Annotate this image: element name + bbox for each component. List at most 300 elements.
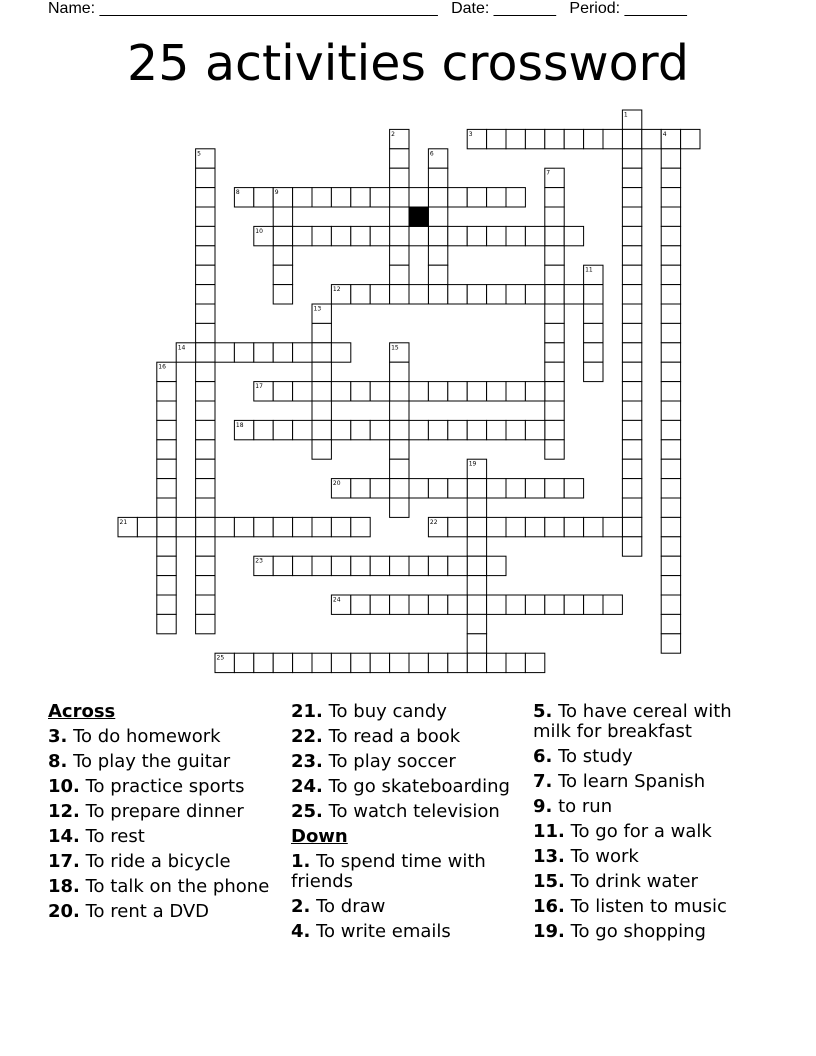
grid-cell[interactable] (506, 595, 525, 614)
grid-cell[interactable] (622, 343, 641, 362)
grid-cell[interactable] (273, 285, 292, 304)
grid-cell[interactable] (157, 498, 176, 517)
grid-cell[interactable] (331, 653, 350, 672)
grid-cell[interactable] (584, 343, 603, 362)
clue-number: 4. (291, 921, 311, 942)
grid-cell[interactable] (273, 517, 292, 536)
grid-cell[interactable] (390, 149, 409, 168)
grid-cell[interactable] (525, 517, 544, 536)
clue-text: to run (558, 796, 613, 817)
grid-cell[interactable] (390, 556, 409, 575)
grid-cell[interactable] (467, 226, 486, 245)
grid-cell[interactable] (196, 614, 215, 633)
grid-cell[interactable] (487, 595, 506, 614)
grid-cell[interactable] (196, 576, 215, 595)
grid-cell[interactable] (584, 517, 603, 536)
grid-cell[interactable] (370, 420, 389, 439)
name-label: Name: (48, 0, 96, 17)
grid-cell[interactable] (506, 226, 525, 245)
grid-cell[interactable] (506, 285, 525, 304)
grid-cell[interactable] (137, 517, 156, 536)
grid-cell[interactable] (331, 420, 350, 439)
grid-cell[interactable] (390, 382, 409, 401)
grid-cell[interactable] (622, 188, 641, 207)
grid-cell[interactable] (157, 420, 176, 439)
grid-cell[interactable] (293, 188, 312, 207)
grid-cell[interactable] (409, 420, 428, 439)
grid-cell[interactable] (448, 226, 467, 245)
grid-cell[interactable] (157, 614, 176, 633)
grid-cell[interactable] (409, 556, 428, 575)
grid-cell[interactable] (448, 653, 467, 672)
grid-cell[interactable] (409, 653, 428, 672)
grid-cell[interactable] (545, 323, 564, 342)
grid-cell[interactable] (622, 382, 641, 401)
grid-cell[interactable] (428, 382, 447, 401)
grid-cell[interactable] (661, 265, 680, 284)
grid-cell[interactable] (545, 362, 564, 381)
grid-cell[interactable] (467, 498, 486, 517)
grid-cell[interactable] (525, 382, 544, 401)
grid-cell[interactable] (506, 479, 525, 498)
grid-cell[interactable] (157, 537, 176, 556)
grid-cell[interactable] (293, 343, 312, 362)
grid-cell[interactable] (622, 479, 641, 498)
grid-cell[interactable] (448, 517, 467, 536)
grid-cell[interactable] (506, 129, 525, 148)
grid-cell[interactable] (390, 226, 409, 245)
grid-cell[interactable] (564, 479, 583, 498)
grid-cell[interactable] (312, 420, 331, 439)
grid-cell[interactable] (428, 595, 447, 614)
grid-cell[interactable] (409, 285, 428, 304)
grid-cell[interactable] (196, 304, 215, 323)
grid-cell[interactable] (409, 226, 428, 245)
grid-cell[interactable] (312, 362, 331, 381)
grid-cell[interactable] (157, 459, 176, 478)
grid-cell[interactable] (564, 517, 583, 536)
grid-cell[interactable] (584, 323, 603, 342)
grid-cell[interactable] (196, 420, 215, 439)
grid-cell[interactable] (390, 168, 409, 187)
grid-cell[interactable] (448, 188, 467, 207)
grid-cell[interactable] (273, 343, 292, 362)
grid-cell[interactable] (622, 323, 641, 342)
grid-cell[interactable] (545, 343, 564, 362)
grid-cell[interactable] (351, 382, 370, 401)
grid-cell[interactable] (545, 420, 564, 439)
grid-cell[interactable] (467, 576, 486, 595)
grid-cell[interactable] (448, 382, 467, 401)
grid-cell[interactable] (196, 440, 215, 459)
grid-cell[interactable] (584, 285, 603, 304)
grid-cell[interactable] (661, 517, 680, 536)
grid-cell[interactable] (661, 207, 680, 226)
grid-cell[interactable] (390, 479, 409, 498)
clue-number: 6. (533, 746, 553, 767)
grid-cell[interactable] (428, 265, 447, 284)
grid-cell[interactable] (467, 479, 486, 498)
grid-cell[interactable] (312, 556, 331, 575)
grid-cell[interactable] (331, 382, 350, 401)
grid-cell[interactable] (467, 614, 486, 633)
grid-cell[interactable] (196, 459, 215, 478)
grid-cell[interactable] (390, 401, 409, 420)
grid-cell[interactable] (661, 595, 680, 614)
grid-cell[interactable] (448, 556, 467, 575)
grid-cell[interactable] (661, 343, 680, 362)
grid-cell[interactable] (622, 285, 641, 304)
grid-cell[interactable] (176, 517, 195, 536)
grid-cell[interactable] (545, 401, 564, 420)
grid-cell[interactable] (661, 498, 680, 517)
grid-cell[interactable] (448, 285, 467, 304)
grid-cell[interactable] (487, 285, 506, 304)
grid-cell[interactable] (351, 595, 370, 614)
grid-cell[interactable] (545, 382, 564, 401)
grid-cell[interactable] (467, 517, 486, 536)
grid-cell[interactable] (545, 285, 564, 304)
grid-cell[interactable] (467, 382, 486, 401)
grid-cell[interactable] (428, 479, 447, 498)
grid-cell[interactable] (254, 343, 273, 362)
grid-cell[interactable] (331, 517, 350, 536)
grid-cell[interactable] (196, 362, 215, 381)
grid-cell[interactable] (293, 226, 312, 245)
grid-cell[interactable] (196, 168, 215, 187)
grid-cell[interactable] (564, 129, 583, 148)
grid-cell[interactable] (661, 285, 680, 304)
grid-cell[interactable] (487, 479, 506, 498)
grid-cell[interactable] (428, 556, 447, 575)
grid-cell[interactable] (390, 420, 409, 439)
grid-cell[interactable] (312, 343, 331, 362)
grid-cell[interactable] (661, 188, 680, 207)
grid-cell[interactable] (487, 226, 506, 245)
grid-cell[interactable] (603, 595, 622, 614)
grid-cell[interactable] (196, 382, 215, 401)
grid-cell[interactable] (525, 653, 544, 672)
grid-cell[interactable] (351, 420, 370, 439)
grid-cell[interactable] (312, 323, 331, 342)
grid-cell[interactable] (390, 246, 409, 265)
grid-cell[interactable] (390, 362, 409, 381)
grid-cell[interactable] (622, 207, 641, 226)
grid-cell[interactable] (661, 323, 680, 342)
grid-cell[interactable] (487, 653, 506, 672)
grid-cell[interactable] (661, 537, 680, 556)
grid-cell[interactable] (428, 246, 447, 265)
grid-cell[interactable] (545, 226, 564, 245)
grid-cell[interactable] (622, 401, 641, 420)
grid-cell[interactable] (525, 129, 544, 148)
grid-cell[interactable] (331, 188, 350, 207)
page-title: 25 activities crossword (127, 35, 689, 92)
grid-cell[interactable] (661, 382, 680, 401)
grid-cell[interactable] (331, 343, 350, 362)
grid-cell[interactable] (409, 188, 428, 207)
grid-cell[interactable] (525, 595, 544, 614)
grid-cell[interactable] (428, 168, 447, 187)
grid-cell[interactable] (273, 207, 292, 226)
grid-cell[interactable] (273, 226, 292, 245)
grid-cell[interactable] (157, 401, 176, 420)
grid-cell[interactable] (351, 479, 370, 498)
grid-cell[interactable] (622, 440, 641, 459)
grid-cell[interactable] (196, 323, 215, 342)
grid-cell[interactable] (487, 556, 506, 575)
grid-cell[interactable] (196, 188, 215, 207)
grid-cell[interactable] (196, 595, 215, 614)
grid-cell[interactable] (254, 653, 273, 672)
down-clue (533, 747, 763, 767)
grid-cell[interactable] (351, 556, 370, 575)
grid-cell[interactable] (351, 285, 370, 304)
grid-cell[interactable] (467, 653, 486, 672)
grid-cell[interactable] (428, 188, 447, 207)
grid-cell[interactable] (545, 595, 564, 614)
grid-cell[interactable] (157, 517, 176, 536)
grid-cell[interactable] (390, 595, 409, 614)
grid-cell[interactable] (196, 343, 215, 362)
grid-cell[interactable] (390, 498, 409, 517)
grid-cell[interactable] (254, 420, 273, 439)
grid-cell[interactable] (273, 382, 292, 401)
grid-cell[interactable] (157, 440, 176, 459)
grid-cell[interactable] (234, 653, 253, 672)
grid-cell[interactable] (196, 226, 215, 245)
grid-cell[interactable] (370, 556, 389, 575)
grid-cell[interactable] (428, 653, 447, 672)
grid-cell[interactable] (467, 595, 486, 614)
grid-cell[interactable] (622, 420, 641, 439)
grid-cell[interactable] (215, 343, 234, 362)
grid-cell[interactable] (196, 479, 215, 498)
grid-cell[interactable] (312, 401, 331, 420)
grid-cell[interactable] (293, 517, 312, 536)
grid-cell[interactable] (273, 556, 292, 575)
grid-cell[interactable] (622, 129, 641, 148)
grid-cell[interactable] (584, 129, 603, 148)
grid-cell[interactable] (196, 285, 215, 304)
grid-cell[interactable] (661, 149, 680, 168)
grid-cell[interactable] (661, 246, 680, 265)
grid-cell[interactable] (196, 498, 215, 517)
grid-cell[interactable] (196, 401, 215, 420)
grid-cell[interactable] (409, 479, 428, 498)
grid-cell[interactable] (661, 362, 680, 381)
grid-cell[interactable] (312, 226, 331, 245)
grid-cell[interactable] (293, 556, 312, 575)
grid-cell[interactable] (331, 556, 350, 575)
grid-cell[interactable] (467, 556, 486, 575)
grid-cell[interactable] (157, 595, 176, 614)
grid-cell[interactable] (196, 517, 215, 536)
grid-cell[interactable] (487, 517, 506, 536)
grid-cell[interactable] (622, 498, 641, 517)
grid-cell[interactable] (545, 265, 564, 284)
grid-cell[interactable] (215, 517, 234, 536)
grid-cell[interactable] (390, 459, 409, 478)
grid-cell[interactable] (506, 420, 525, 439)
grid-cell[interactable] (661, 634, 680, 653)
grid-cell[interactable] (622, 459, 641, 478)
grid-cell[interactable] (312, 382, 331, 401)
period-blank[interactable]: _______ (624, 0, 687, 17)
grid-cell[interactable] (661, 440, 680, 459)
grid-cell[interactable] (370, 653, 389, 672)
grid-cell[interactable] (293, 653, 312, 672)
grid-cell[interactable] (351, 517, 370, 536)
down-clue (533, 702, 763, 742)
grid-cell[interactable] (642, 129, 661, 148)
grid-cell[interactable] (254, 188, 273, 207)
grid-cell[interactable] (273, 265, 292, 284)
grid-cell[interactable] (467, 420, 486, 439)
grid-cell[interactable] (661, 614, 680, 633)
grid-cell[interactable] (661, 304, 680, 323)
grid-cell[interactable] (545, 129, 564, 148)
grid-cell[interactable] (157, 576, 176, 595)
cell-number: 6 (429, 150, 434, 158)
grid-cell[interactable] (545, 246, 564, 265)
grid-cell[interactable] (506, 188, 525, 207)
grid-cell[interactable] (196, 556, 215, 575)
grid-cell[interactable] (448, 479, 467, 498)
grid-cell[interactable] (622, 246, 641, 265)
grid-cell[interactable] (506, 653, 525, 672)
grid-cell[interactable] (622, 362, 641, 381)
grid-cell[interactable] (525, 479, 544, 498)
grid-cell[interactable] (234, 517, 253, 536)
grid-cell[interactable] (622, 149, 641, 168)
grid-cell[interactable] (661, 401, 680, 420)
grid-cell[interactable] (293, 420, 312, 439)
grid-cell[interactable] (622, 168, 641, 187)
grid-cell[interactable] (409, 595, 428, 614)
grid-cell[interactable] (603, 129, 622, 148)
grid-cell[interactable] (390, 285, 409, 304)
grid-cell[interactable] (448, 595, 467, 614)
grid-cell[interactable] (506, 382, 525, 401)
grid-cell[interactable] (584, 595, 603, 614)
grid-cell[interactable] (622, 265, 641, 284)
grid-cell[interactable] (661, 556, 680, 575)
grid-cell[interactable] (545, 207, 564, 226)
grid-cell[interactable] (234, 343, 253, 362)
grid-cell[interactable] (622, 304, 641, 323)
grid-cell[interactable] (487, 382, 506, 401)
grid-cell[interactable] (622, 226, 641, 245)
grid-cell[interactable] (312, 440, 331, 459)
grid-cell[interactable] (467, 634, 486, 653)
grid-cell[interactable] (564, 285, 583, 304)
grid-cell[interactable] (545, 440, 564, 459)
grid-cell[interactable] (584, 362, 603, 381)
grid-cell[interactable] (564, 226, 583, 245)
grid-cell[interactable] (273, 246, 292, 265)
grid-cell[interactable] (428, 285, 447, 304)
grid-cell[interactable] (525, 226, 544, 245)
grid-cell[interactable] (370, 595, 389, 614)
grid-cell[interactable] (545, 188, 564, 207)
grid-cell[interactable] (661, 479, 680, 498)
grid-cell[interactable] (390, 207, 409, 226)
grid-cell[interactable] (196, 207, 215, 226)
grid-cell[interactable] (273, 420, 292, 439)
grid-cell[interactable] (157, 556, 176, 575)
grid-cell[interactable] (681, 129, 700, 148)
grid-cell[interactable] (584, 304, 603, 323)
grid-cell[interactable] (390, 440, 409, 459)
grid-cell[interactable] (273, 653, 292, 672)
grid-cell[interactable] (409, 382, 428, 401)
grid-cell[interactable] (525, 285, 544, 304)
grid-cell[interactable] (428, 420, 447, 439)
grid-cell[interactable] (545, 479, 564, 498)
grid-cell[interactable] (525, 420, 544, 439)
grid-cell[interactable] (293, 382, 312, 401)
grid-cell[interactable] (661, 459, 680, 478)
grid-cell[interactable] (545, 304, 564, 323)
grid-cell[interactable] (351, 188, 370, 207)
name-blank[interactable]: ______________________________________ (99, 0, 438, 17)
grid-cell[interactable] (331, 226, 350, 245)
grid-cell[interactable] (390, 653, 409, 672)
grid-cell[interactable] (254, 517, 273, 536)
grid-cell[interactable] (312, 517, 331, 536)
grid-cell[interactable] (351, 653, 370, 672)
grid-cell[interactable] (312, 188, 331, 207)
grid-cell[interactable] (428, 226, 447, 245)
grid-cell[interactable] (390, 265, 409, 284)
date-blank[interactable]: _______ (493, 0, 557, 17)
grid-cell[interactable] (467, 188, 486, 207)
grid-cell[interactable] (448, 420, 467, 439)
grid-cell[interactable] (157, 479, 176, 498)
grid-cell[interactable] (351, 226, 370, 245)
grid-cell[interactable] (622, 517, 641, 536)
grid-cell[interactable] (487, 129, 506, 148)
grid-cell[interactable] (370, 479, 389, 498)
grid-cell[interactable] (467, 537, 486, 556)
grid-cell[interactable] (506, 517, 525, 536)
grid-cell[interactable] (196, 246, 215, 265)
grid-cell[interactable] (487, 420, 506, 439)
grid-cell[interactable] (428, 207, 447, 226)
grid-cell[interactable] (196, 537, 215, 556)
grid-cell[interactable] (564, 595, 583, 614)
grid-cell[interactable] (370, 226, 389, 245)
grid-cell[interactable] (661, 168, 680, 187)
grid-cell[interactable] (370, 188, 389, 207)
grid-cell[interactable] (370, 382, 389, 401)
clue-text: To listen to music (570, 896, 727, 917)
grid-cell[interactable] (196, 265, 215, 284)
grid-cell[interactable] (661, 226, 680, 245)
grid-cell[interactable] (603, 517, 622, 536)
grid-cell[interactable] (487, 188, 506, 207)
grid-cell[interactable] (312, 653, 331, 672)
grid-cell[interactable] (157, 382, 176, 401)
grid-cell[interactable] (467, 285, 486, 304)
grid-cell[interactable] (622, 537, 641, 556)
grid-cell[interactable] (390, 188, 409, 207)
grid-cell[interactable] (370, 285, 389, 304)
grid-cell[interactable] (661, 420, 680, 439)
grid-cell[interactable] (661, 576, 680, 595)
grid-cell[interactable] (545, 517, 564, 536)
